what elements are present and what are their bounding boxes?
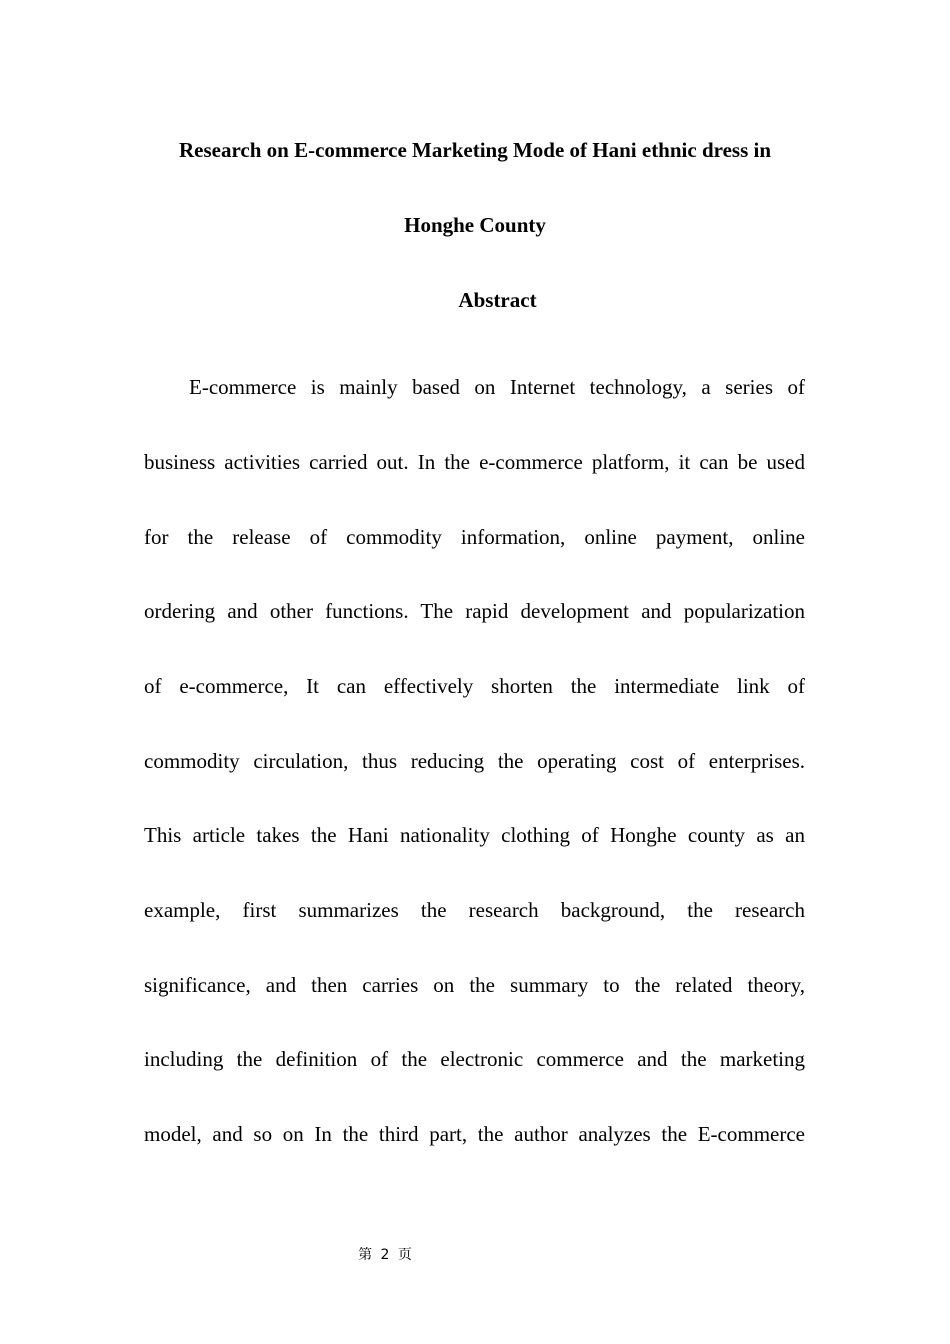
abstract-line: commodity circulation, thus reducing the operating cost of enterprises.: [144, 749, 805, 773]
abstract-line: business activities carried out. In the e-commerce platform, it can be used: [144, 450, 805, 474]
abstract-line: significance, and then carries on the summary to the related theory,: [144, 973, 805, 997]
abstract-line: ordering and other functions. The rapid development and popularization: [144, 599, 805, 623]
page-number-footer: 第 2 页: [358, 1247, 412, 1263]
document-title-line-1: Research on E-commerce Marketing Mode of Hani ethnic dress in: [179, 138, 771, 162]
document-title-line-2: Honghe County: [404, 213, 546, 237]
abstract-line: This article takes the Hani nationality clothing of Honghe county as an: [144, 823, 805, 847]
abstract-line: for the release of commodity information, online payment, online: [144, 525, 805, 549]
abstract-line: model, and so on In the third part, the author analyzes the E-commerce: [144, 1122, 805, 1146]
abstract-heading: Abstract: [458, 288, 537, 312]
abstract-line: including the definition of the electronic commerce and the marketing: [144, 1047, 805, 1071]
abstract-line: E-commerce is mainly based on Internet technology, a series of: [189, 375, 805, 399]
abstract-line: example, first summarizes the research background, the research: [144, 898, 805, 922]
abstract-line: of e-commerce, It can effectively shorten the intermediate link of: [144, 674, 805, 698]
